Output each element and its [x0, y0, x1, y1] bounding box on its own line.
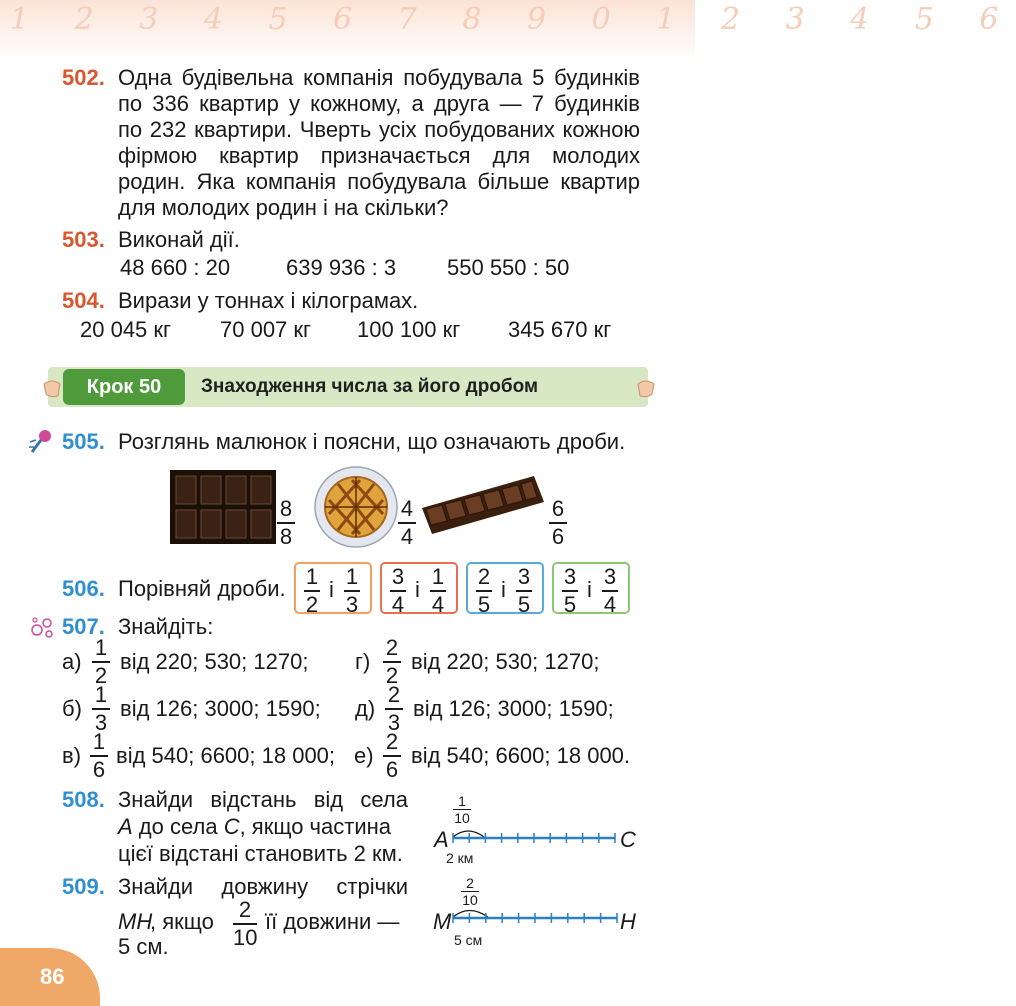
item-text: від 540; 6600; 18 000.	[411, 743, 631, 768]
fraction	[430, 566, 446, 616]
denominator: 5	[477, 592, 491, 617]
expression: 550 550 : 50	[447, 255, 570, 280]
numerator: 2	[385, 635, 399, 660]
numerator: 1	[431, 564, 445, 589]
numerator: 1	[345, 564, 359, 589]
denominator: 3	[387, 710, 401, 735]
mass-value: 20 045 кг	[80, 317, 172, 342]
problem-text-line: цієї відстані становить 2 км.	[118, 841, 403, 866]
fraction	[476, 566, 492, 616]
denominator: 10	[462, 892, 478, 908]
problem-title: Виконай дії.	[118, 227, 240, 252]
problem-number: 504.	[62, 288, 105, 313]
problem-number: 509.	[62, 874, 105, 899]
point-label: А	[434, 827, 449, 852]
fraction	[92, 637, 110, 687]
numerator: 1	[458, 793, 466, 809]
numerator: 1	[94, 682, 108, 707]
numerator: 3	[603, 564, 617, 589]
problem-text-line: по 336 квартир у кожному, а друга — 7 будинків	[118, 91, 640, 116]
problem-text-line: 5 см.	[118, 934, 169, 959]
problem-text-line	[118, 815, 391, 839]
fraction	[549, 498, 567, 548]
microphone-icon	[28, 428, 54, 456]
fraction	[385, 684, 403, 734]
header-digits: 1 2 3 4 5 6 7 8 9 0 1 2 3 4 5 6	[10, 2, 1016, 37]
point-label: М	[433, 909, 452, 934]
fraction	[92, 684, 110, 734]
comparison-box	[466, 562, 544, 617]
fraction	[304, 566, 320, 616]
denominator: 3	[94, 710, 108, 735]
numerator: 3	[391, 564, 405, 589]
conjunction: і	[329, 577, 334, 602]
numerator: 8	[279, 496, 293, 521]
problem-number: 507.	[62, 614, 105, 639]
denominator: 2	[94, 663, 108, 688]
fraction	[516, 566, 532, 616]
conjunction: і	[501, 577, 506, 602]
fraction	[390, 566, 406, 616]
problem-text-line: по 232 квартири. Чверть усіх побудованих кожною	[118, 117, 640, 142]
fraction	[90, 731, 108, 781]
numerator: 3	[563, 564, 577, 589]
step-label: Крок 50	[63, 369, 185, 405]
denominator: 6	[92, 757, 106, 782]
mass-value: 345 670 кг	[508, 317, 612, 342]
fraction	[233, 899, 257, 949]
bubbles-icon	[30, 615, 56, 639]
point-label: Н	[620, 909, 636, 934]
denominator: 4	[431, 592, 445, 617]
denominator: 4	[400, 524, 414, 549]
segment-diagram	[450, 826, 620, 848]
fraction	[562, 566, 578, 616]
denominator: 5	[517, 592, 531, 617]
fraction	[602, 566, 618, 616]
problem-text-line: Одна будівельна компанія побудувала 5 будинків	[118, 65, 640, 90]
text-fragment: , якщо	[150, 909, 214, 934]
numerator: 2	[466, 875, 474, 891]
item-label: г)	[355, 649, 371, 674]
problem-text-line: Знайди довжину стрічки	[118, 874, 408, 899]
denominator: 10	[454, 810, 470, 826]
item-label: д)	[355, 696, 376, 721]
problem-text-line: фірмою квартир призначається для молодих	[118, 143, 640, 168]
problem-text: Порівняй дроби.	[118, 576, 286, 601]
problem-number: 506.	[62, 576, 105, 601]
item-text: від 126; 3000; 1590;	[120, 696, 321, 721]
item-text: від 126; 3000; 1590;	[413, 696, 614, 721]
segment-label: 5 см	[454, 932, 483, 948]
segment-label: 2 км	[446, 850, 474, 866]
conjunction: і	[587, 577, 592, 602]
item-label: б)	[62, 696, 82, 721]
denominator: 2	[385, 663, 399, 688]
item-label: е)	[354, 743, 374, 768]
fraction	[398, 498, 416, 548]
numerator: 1	[305, 564, 319, 589]
point-label: С	[223, 814, 240, 839]
denominator: 3	[345, 592, 359, 617]
item-label: а)	[62, 649, 82, 674]
mass-value: 70 007 кг	[220, 317, 312, 342]
problem-number: 505.	[62, 429, 105, 454]
problem-text: Розглянь малюнок і поясни, що означають дроби.	[118, 429, 626, 454]
page-number: 86	[40, 964, 65, 989]
header-decoration	[0, 0, 1016, 60]
denominator: 6	[551, 524, 565, 549]
fraction	[383, 731, 401, 781]
fraction	[277, 498, 295, 548]
step-banner	[48, 367, 648, 407]
denominator: 8	[279, 524, 293, 549]
problem-title: Знайдіть:	[118, 614, 214, 639]
step-title: Знаходження числа за його дробом	[201, 376, 539, 397]
denominator: 10	[233, 925, 258, 950]
denominator: 6	[385, 757, 399, 782]
point-label: С	[620, 827, 636, 852]
conjunction: і	[415, 577, 420, 602]
numerator: 2	[387, 682, 401, 707]
text-fragment: до села	[132, 814, 224, 839]
numerator: 4	[400, 496, 414, 521]
pie-image	[314, 466, 398, 548]
point-label: А	[118, 814, 133, 839]
chocolate-bar-image	[170, 470, 276, 544]
text-fragment: , якщо частина	[239, 814, 391, 839]
numerator: 2	[385, 729, 399, 754]
item-text: від 540; 6600; 18 000;	[116, 743, 336, 768]
item-text: від 220; 530; 1270;	[120, 649, 309, 674]
hand-icon	[42, 376, 62, 398]
problem-text-line: Знайди відстань від села	[118, 787, 408, 812]
problem-text-line: родин. Яка компанія побудувала більше квартир	[118, 169, 640, 194]
numerator: 1	[92, 729, 106, 754]
segment-diagram	[450, 906, 620, 928]
denominator: 5	[563, 592, 577, 617]
numerator: 2	[238, 897, 252, 922]
long-chocolate-bar-image	[420, 474, 546, 538]
fraction	[461, 876, 479, 907]
problem-number: 502.	[62, 65, 105, 90]
expression: 48 660 : 20	[120, 255, 231, 280]
numerator: 1	[94, 635, 108, 660]
problem-title: Вирази у тоннах і кілограмах.	[118, 288, 419, 313]
fraction	[383, 637, 401, 687]
problem-text-line: для молодих родин і на скільки?	[118, 195, 449, 220]
comparison-box	[380, 562, 458, 617]
denominator: 4	[603, 592, 617, 617]
comparison-box	[294, 562, 372, 617]
item-text: від 220; 530; 1270;	[411, 649, 600, 674]
page-number-badge	[0, 948, 100, 1006]
expression: 639 936 : 3	[286, 255, 397, 280]
item-label: в)	[62, 743, 82, 768]
numerator: 3	[517, 564, 531, 589]
hand-icon	[636, 376, 656, 398]
comparison-box	[552, 562, 630, 617]
numerator: 2	[477, 564, 491, 589]
fraction	[344, 566, 360, 616]
denominator: 2	[305, 592, 319, 617]
numerator: 6	[551, 496, 565, 521]
text-fragment: її довжини —	[265, 909, 400, 934]
problem-number: 508.	[62, 787, 105, 812]
fraction	[453, 794, 471, 825]
segment-name: МН	[118, 909, 153, 934]
mass-value: 100 100 кг	[357, 317, 461, 342]
problem-number: 503.	[62, 227, 105, 252]
denominator: 4	[391, 592, 405, 617]
